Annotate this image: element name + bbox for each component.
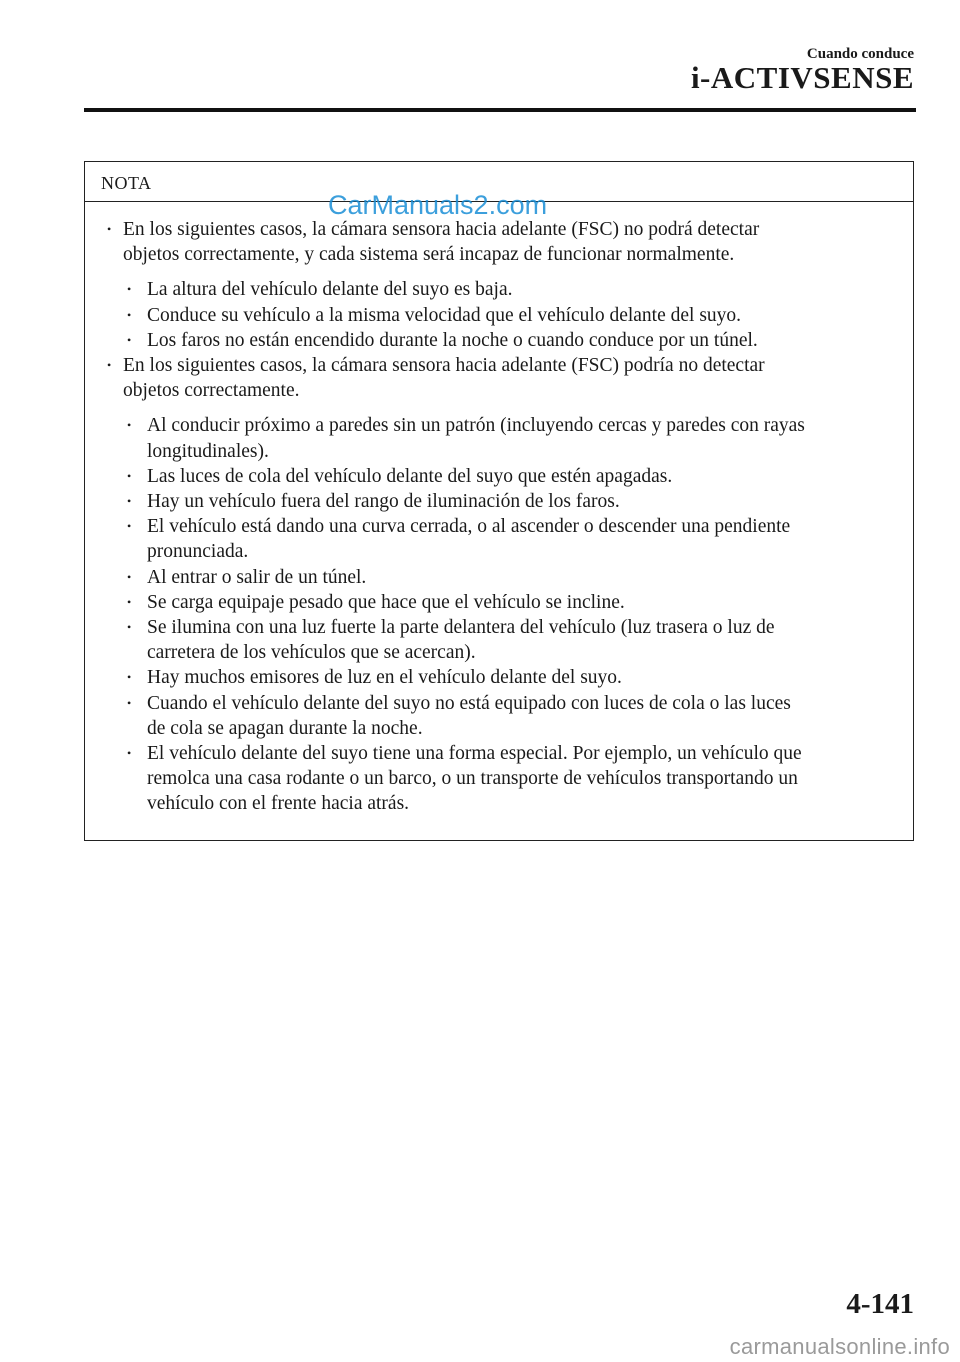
list-item-text: longitudinales). — [147, 440, 269, 462]
sub-list-item — [127, 489, 899, 514]
list-item-text: Al conducir próximo a paredes sin un patrón (incluyendo cercas y paredes con rayas — [147, 415, 805, 437]
bullet-icon: • — [107, 358, 112, 373]
list-item-text: Hay un vehículo fuera del rango de iluminación de los faros. — [147, 491, 620, 513]
list-item-text: La altura del vehículo delante del suyo es baja. — [147, 279, 513, 301]
list-item-text: Se ilumina con una luz fuerte la parte delantera del vehículo (luz trasera o luz de — [147, 617, 775, 639]
section-label: Cuando conduce — [806, 46, 914, 62]
list-item-text: En los siguientes casos, la cámara sensora hacia adelante (FSC) no podrá detectar — [123, 219, 760, 240]
list-item — [107, 353, 899, 403]
sub-list-item — [127, 514, 899, 564]
watermark-logo: CarManuals2.com — [328, 190, 548, 220]
bullet-icon: • — [127, 746, 132, 761]
sub-list-item — [127, 328, 899, 353]
list-item-text: Los faros no están encendido durante la noche o cuando conduce por un túnel. — [147, 329, 758, 351]
sub-list-item — [127, 590, 899, 615]
list-item-text: En los siguientes casos, la cámara sensora hacia adelante (FSC) podría no detectar — [123, 355, 765, 377]
bullet-icon: • — [127, 670, 132, 685]
bullet-icon: • — [127, 569, 132, 584]
list-item-text: remolca una casa rodante o un barco, o un transporte de vehículos transportando un — [147, 768, 798, 790]
bullet-icon: • — [127, 620, 132, 635]
list-item-text: Conduce su vehículo a la misma velocidad que el vehículo delante del suyo. — [147, 304, 742, 326]
list-item-text: de cola se apagan durante la noche. — [147, 717, 423, 739]
header-rule — [84, 108, 916, 112]
list-item-text: Hay muchos emisores de luz en el vehículo delante del suyo. — [147, 667, 622, 689]
bullet-icon: • — [107, 222, 112, 236]
footer-site-watermark: carmanualsonline.info — [729, 1334, 950, 1359]
bullet-icon: • — [127, 594, 132, 609]
list-item-text: pronunciada. — [147, 541, 249, 563]
sub-list-item — [127, 464, 899, 489]
sub-list-item — [127, 565, 899, 590]
note-heading: NOTA — [85, 162, 913, 202]
bullet-icon: • — [127, 307, 132, 322]
list-item-text: objetos correctamente, y cada sistema será incapaz de funcionar normalmente. — [123, 244, 735, 266]
list-item-text: vehículo con el frente hacia atrás. — [147, 793, 410, 815]
bullet-icon: • — [127, 418, 132, 433]
note-box — [84, 161, 914, 841]
list-item-text: El vehículo delante del suyo tiene una forma especial. Por ejemplo, un vehículo que — [147, 743, 802, 765]
list-item-text: Se carga equipaje pesado que hace que el vehículo se incline. — [147, 591, 625, 613]
bullet-icon: • — [127, 494, 132, 509]
sub-list-item — [127, 413, 899, 463]
sub-list-item — [127, 741, 899, 817]
note-body — [85, 202, 913, 817]
page-number: 4-141 — [846, 1288, 914, 1320]
list-item-text: El vehículo está dando una curva cerrada, o al ascender o descender una pendiente — [147, 516, 791, 538]
list-item-text: Al entrar o salir de un túnel. — [147, 566, 367, 588]
list-item-text: objetos correctamente. — [123, 380, 300, 402]
sub-list-item — [127, 615, 899, 665]
chapter-title: i-ACTIVSENSE — [690, 60, 914, 95]
sub-list-item — [127, 303, 899, 328]
bullet-icon: • — [127, 519, 132, 534]
bullet-icon: • — [127, 695, 132, 710]
bullet-icon: • — [127, 332, 132, 347]
sub-list-item — [127, 277, 899, 302]
list-item — [107, 217, 899, 267]
sub-list-item — [127, 665, 899, 690]
bullet-icon: • — [127, 468, 132, 483]
list-item-text: Las luces de cola del vehículo delante del suyo que estén apagadas. — [147, 465, 673, 487]
list-item-text: carretera de los vehículos que se acercan). — [147, 642, 476, 664]
bullet-icon: • — [127, 282, 132, 297]
list-item-text: Cuando el vehículo delante del suyo no está equipado con luces de cola o las luces — [147, 692, 791, 714]
sub-list-item — [127, 691, 899, 741]
